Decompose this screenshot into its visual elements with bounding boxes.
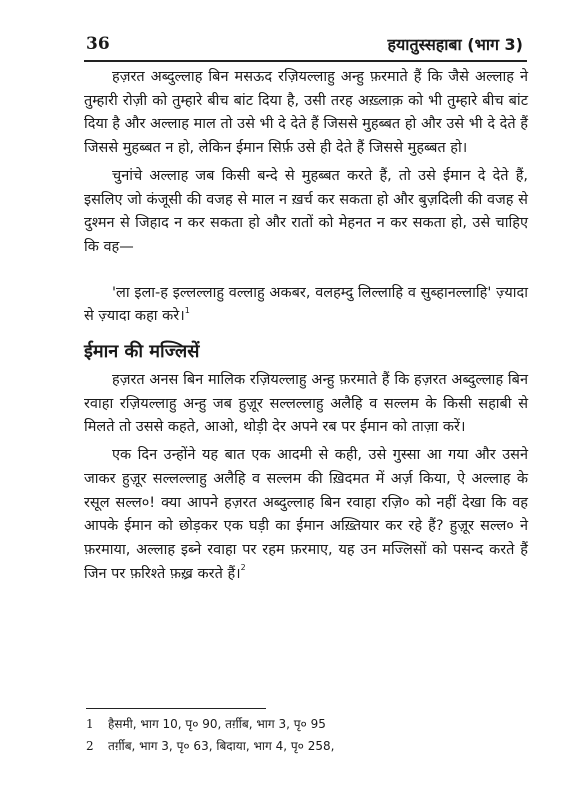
footnote-ref: 1: [184, 305, 190, 315]
footnote: [86, 713, 530, 735]
header-rule: [84, 60, 527, 62]
paragraph: हज़रत अनस बिन मालिक रज़ियल्लाहु अन्हु फ़रमाते हैं कि हज़रत अब्दुल्लाह बिन रवाहा रज़ियल्लाहु अन्हु जब हुज़ूर सल्लल्लाहु अलैहि व सल्लम के किसी सहाबी से मिलते तो उससे कहते, आओ, थोड़ी देर अपने रब पर ईमान को ताज़ा करें।: [84, 372, 528, 436]
footnote-number: 1: [86, 717, 94, 731]
paragraph: हज़रत अब्दुल्लाह बिन मसऊद रज़ियल्लाहु अन्हु फ़रमाते हैं कि जैसे अल्लाह ने तुम्हारी रोज़ी को तुम्हारे बीच बांट दिया है, उसी तरह अख़्लाक़ को भी तुम्हारे बीच बांट दिया है और अल्लाह माल तो उसे भी दे देते हैं जिससे मुहब्बत हो और उसे भी दे देते हैं जिससे मुहब्बत न हो, लेकिन ईमान सिर्फ़ उसे ही देते हैं जिससे मुहब्बत हो।: [84, 69, 528, 157]
page-number: 36: [86, 34, 110, 54]
footnote-rule: [86, 708, 266, 709]
footnote-text: तर्ग़ीब, भाग 3, पृ० 63, बिदाया, भाग 4, पृ० 258,: [108, 739, 335, 753]
quote-paragraph: [84, 282, 528, 329]
section-heading: ईमान की मज्लिसें: [84, 341, 200, 363]
quote-text: 'ला इला-ह इल्लल्लाहु वल्लाहु अकबर, वलहम्दु लिल्लाहि व सुब्हानल्लाहि' ज़्यादा से ज़्यादा कहा करे।: [84, 284, 528, 325]
footnote-number: 2: [86, 739, 94, 753]
running-title: हयातुस्सहाबा (भाग 3): [387, 35, 523, 54]
paragraph-text: एक दिन उन्होंने यह बात एक आदमी से कही, उसे गुस्सा आ गया और उसने जाकर हुज़ूर सल्लल्लाहु अलैहि व सल्लम की ख़िदमत में अर्ज़ किया, ऐ अल्लाह के रसूल सल्ल०! क्या आपने हज़रत अब्दुल्लाह बिन रवाहा रज़ि० को नहीं देखा कि वह आपके ईमान को छोड़कर एक घड़ी का ईमान अख़्तियार कर रहे हैं? हुज़ूर सल्ल० ने फ़रमाया, अल्लाह इब्ने रवाहा पर रहम फ़रमाए, यह उन मज्लिसों को पसन्द करते हैं जिन पर फ़रिश्ते फ़ख़्र करते हैं।: [84, 447, 528, 582]
footnote-text: हैसमी, भाग 10, पृ० 90, तर्ग़ीब, भाग 3, पृ० 95: [108, 717, 326, 731]
footnotes: [86, 713, 530, 757]
footnote-ref: 2: [240, 562, 246, 572]
paragraph: चुनांचे अल्लाह जब किसी बन्दे से मुहब्बत करते हैं, तो उसे ईमान दे देते हैं, इसलिए जो कंजूसी की वजह से माल न ख़र्च कर सकता हो और बुज़दिली की वजह से दुश्मन से जिहाद न कर सकता हो और रातों को मेहनत न कर सकता हो, उसे चाहिए कि वह—: [84, 167, 528, 255]
footnote: [86, 735, 530, 757]
body-text: [84, 66, 528, 586]
paragraph: [84, 444, 528, 586]
